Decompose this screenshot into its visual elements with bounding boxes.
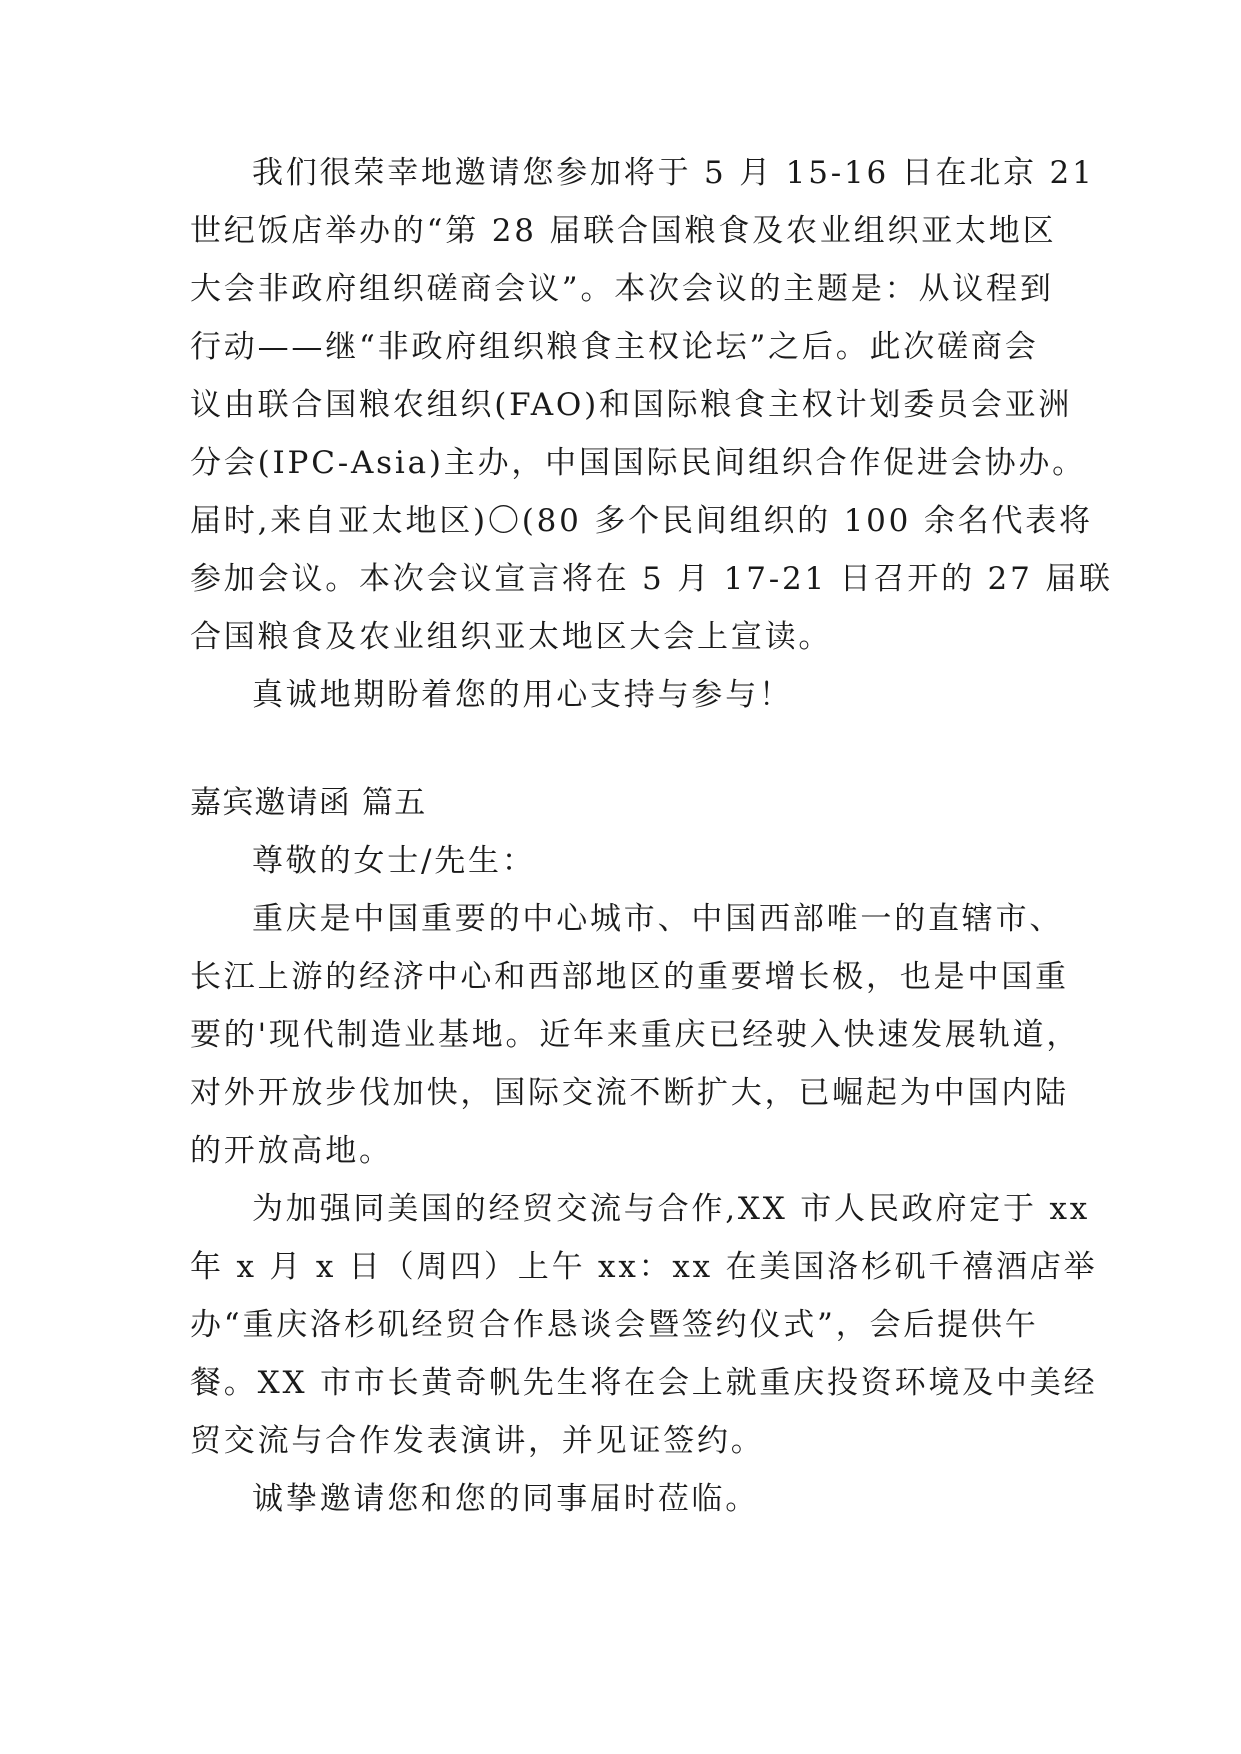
text-line: 餐。XX 市市长黄奇帆先生将在会上就重庆投资环境及中美经 bbox=[190, 1365, 1098, 1401]
text-line: 为加强同美国的经贸交流与合作,XX 市人民政府定于 xx bbox=[252, 1191, 1091, 1227]
text-line: 大会非政府组织磋商会议”。本次会议的主题是：从议程到 bbox=[190, 271, 1054, 307]
text-line: 行动——继“非政府组织粮食主权论坛”之后。此次磋商会 bbox=[190, 329, 1039, 365]
text-line: 对外开放步伐加快，国际交流不断扩大，已崛起为中国内陆 bbox=[190, 1075, 1069, 1111]
document-body bbox=[190, 155, 1113, 1539]
section-heading: 嘉宾邀请函 篇五 bbox=[190, 785, 427, 821]
text-line: 分会(IPC-Asia)主办，中国国际民间组织合作促进会协办。 bbox=[190, 445, 1086, 481]
text-line: 世纪饭店举办的“第 28 届联合国粮食及农业组织亚太地区 bbox=[190, 213, 1057, 249]
paragraph-invitation-closing bbox=[190, 1481, 1060, 1517]
text-line: 重庆是中国重要的中心城市、中国西部唯一的直辖市、 bbox=[252, 901, 1064, 937]
paragraph-event-details bbox=[190, 1191, 1098, 1459]
text-line: 的开放高地。 bbox=[190, 1133, 393, 1169]
text-line: 真诚地期盼着您的用心支持与参与！ bbox=[252, 677, 793, 713]
text-line: 参加会议。本次会议宣言将在 5 月 17-21 日召开的 27 届联 bbox=[190, 561, 1113, 597]
text-line: 合国粮食及农业组织亚太地区大会上宣读。 bbox=[190, 619, 833, 655]
text-line: 议由联合国粮农组织(FAO)和国际粮食主权计划委员会亚洲 bbox=[190, 387, 1073, 423]
text-line: 我们很荣幸地邀请您参加将于 5 月 15-16 日在北京 21 bbox=[252, 155, 1095, 191]
text-line: 办“重庆洛杉矶经贸合作恳谈会暨签约仪式”，会后提供午 bbox=[190, 1307, 1039, 1343]
text-line: 诚挚邀请您和您的同事届时莅临。 bbox=[252, 1481, 759, 1517]
text-line: 要的'现代制造业基地。近年来重庆已经驶入快速发展轨道， bbox=[190, 1017, 1081, 1053]
text-line: 年 x 月 x 日（周四）上午 xx：xx 在美国洛杉矶千禧酒店举 bbox=[190, 1249, 1098, 1285]
paragraph-closing-wish bbox=[190, 677, 1060, 713]
paragraph-invitation-conference bbox=[190, 155, 1113, 655]
salutation: 尊敬的女士/先生： bbox=[252, 843, 536, 879]
text-line: 届时,来自亚太地区)〇(80 多个民间组织的 100 余名代表将 bbox=[190, 503, 1093, 539]
paragraph-chongqing-intro bbox=[190, 901, 1081, 1169]
text-line: 长江上游的经济中心和西部地区的重要增长极，也是中国重 bbox=[190, 959, 1069, 995]
text-line: 贸交流与合作发表演讲，并见证签约。 bbox=[190, 1423, 765, 1459]
